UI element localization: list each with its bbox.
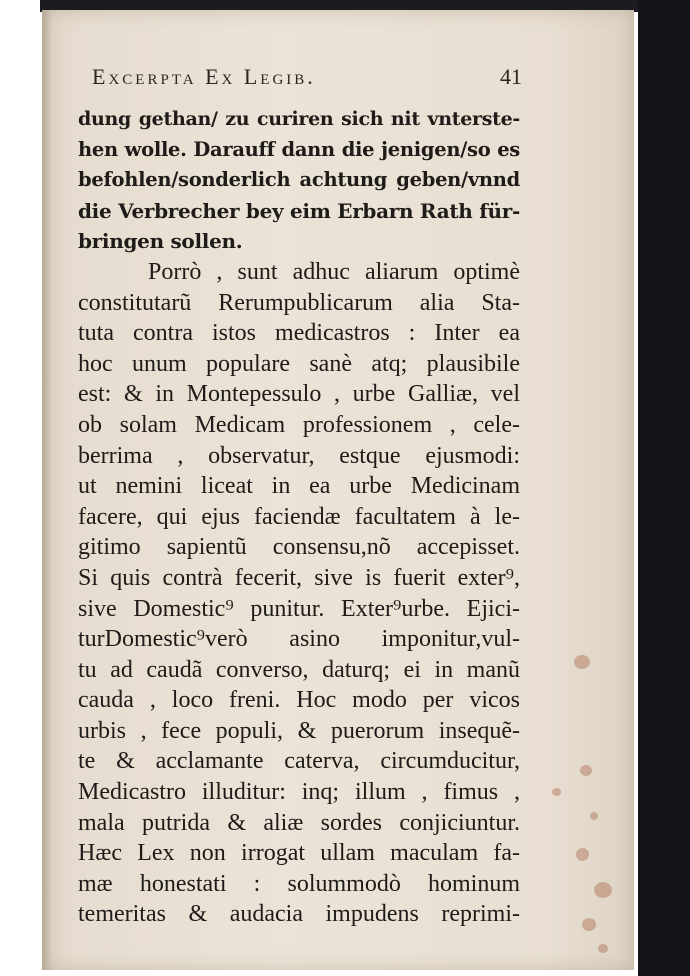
- latin-text-line: ut nemini liceat in ea urbe Medicinam: [78, 473, 520, 500]
- foxing-stain: [574, 655, 590, 669]
- latin-text-line: est: & in Montepessulo , urbe Galliæ, vel: [78, 381, 520, 408]
- latin-text-line: Si quis contrà fecerit, sive is fuerit exter⁹,: [78, 564, 520, 591]
- running-head: Excerpta Ex Legib.: [92, 64, 316, 89]
- german-text-line: befohlen/sonderlich achtung geben/vnnd: [78, 168, 520, 192]
- latin-text-line: sive Domestic⁹ punitur. Exter⁹urbe. Ejici-: [78, 595, 520, 622]
- book-cover-edge: [638, 0, 690, 976]
- latin-text-line: constitutarũ Rerumpublicarum alia Sta-: [78, 289, 520, 316]
- latin-text-line: tuta contra istos medicastros : Inter ea: [78, 320, 520, 347]
- latin-text-line: hoc unum populare sanè atq; plausibile: [78, 350, 520, 377]
- foxing-stain: [598, 944, 608, 953]
- foxing-stain: [580, 765, 592, 776]
- latin-text-line: urbis , fece populi, & puerorum insequẽ-: [78, 717, 520, 744]
- german-text-line: bringen sollen.: [78, 229, 243, 254]
- page-number: 41: [500, 64, 522, 89]
- page-gutter-shadow: [42, 10, 52, 970]
- latin-text-line: berrima , observatur, estque ejusmodi:: [78, 442, 520, 469]
- latin-text-line: te & acclamante caterva, circumducitur,: [78, 748, 520, 775]
- foxing-stain: [590, 812, 598, 820]
- body-text: [78, 104, 520, 930]
- foxing-stain: [552, 788, 561, 796]
- german-text-line: dung gethan/ zu curiren sich nit vnterste-: [78, 108, 520, 130]
- latin-text-line: Porrò , sunt adhuc aliarum optimè: [148, 258, 520, 285]
- latin-text-line: Hæc Lex non irrogat ullam maculam fa-: [78, 840, 520, 867]
- foxing-stain: [594, 882, 612, 898]
- latin-text-line: turDomestic⁹verò asino imponitur,vul-: [78, 626, 520, 653]
- german-text-line: hen wolle. Darauff dann die jenigen/so es: [78, 137, 520, 161]
- latin-text-line: ob solam Medicam professionem , cele-: [78, 411, 520, 438]
- latin-text-line: cauda , loco freni. Hoc modo per vicos: [78, 687, 520, 714]
- latin-text-line: gitimo sapientũ consensu,nõ accepisset.: [78, 534, 520, 561]
- latin-text-line: temeritas & audacia impudens reprimi-: [78, 901, 520, 928]
- page-header: [92, 64, 522, 96]
- latin-text-line: mala putrida & aliæ sordes conjiciuntur.: [78, 809, 520, 836]
- foxing-stain: [582, 918, 596, 931]
- latin-text-line: Medicastro illuditur: inq; illum , fimus ,: [78, 779, 520, 806]
- latin-text-line: facere, qui ejus faciendæ facultatem à le-: [78, 503, 520, 530]
- latin-text-line: tu ad caudã converso, daturq; ei in manũ: [78, 656, 520, 683]
- foxing-stain: [576, 848, 589, 861]
- german-text-line: die Verbrecher bey eim Erbarn Rath für-: [78, 198, 520, 223]
- latin-text-line: mæ honestati : solummodò hominum: [78, 870, 520, 897]
